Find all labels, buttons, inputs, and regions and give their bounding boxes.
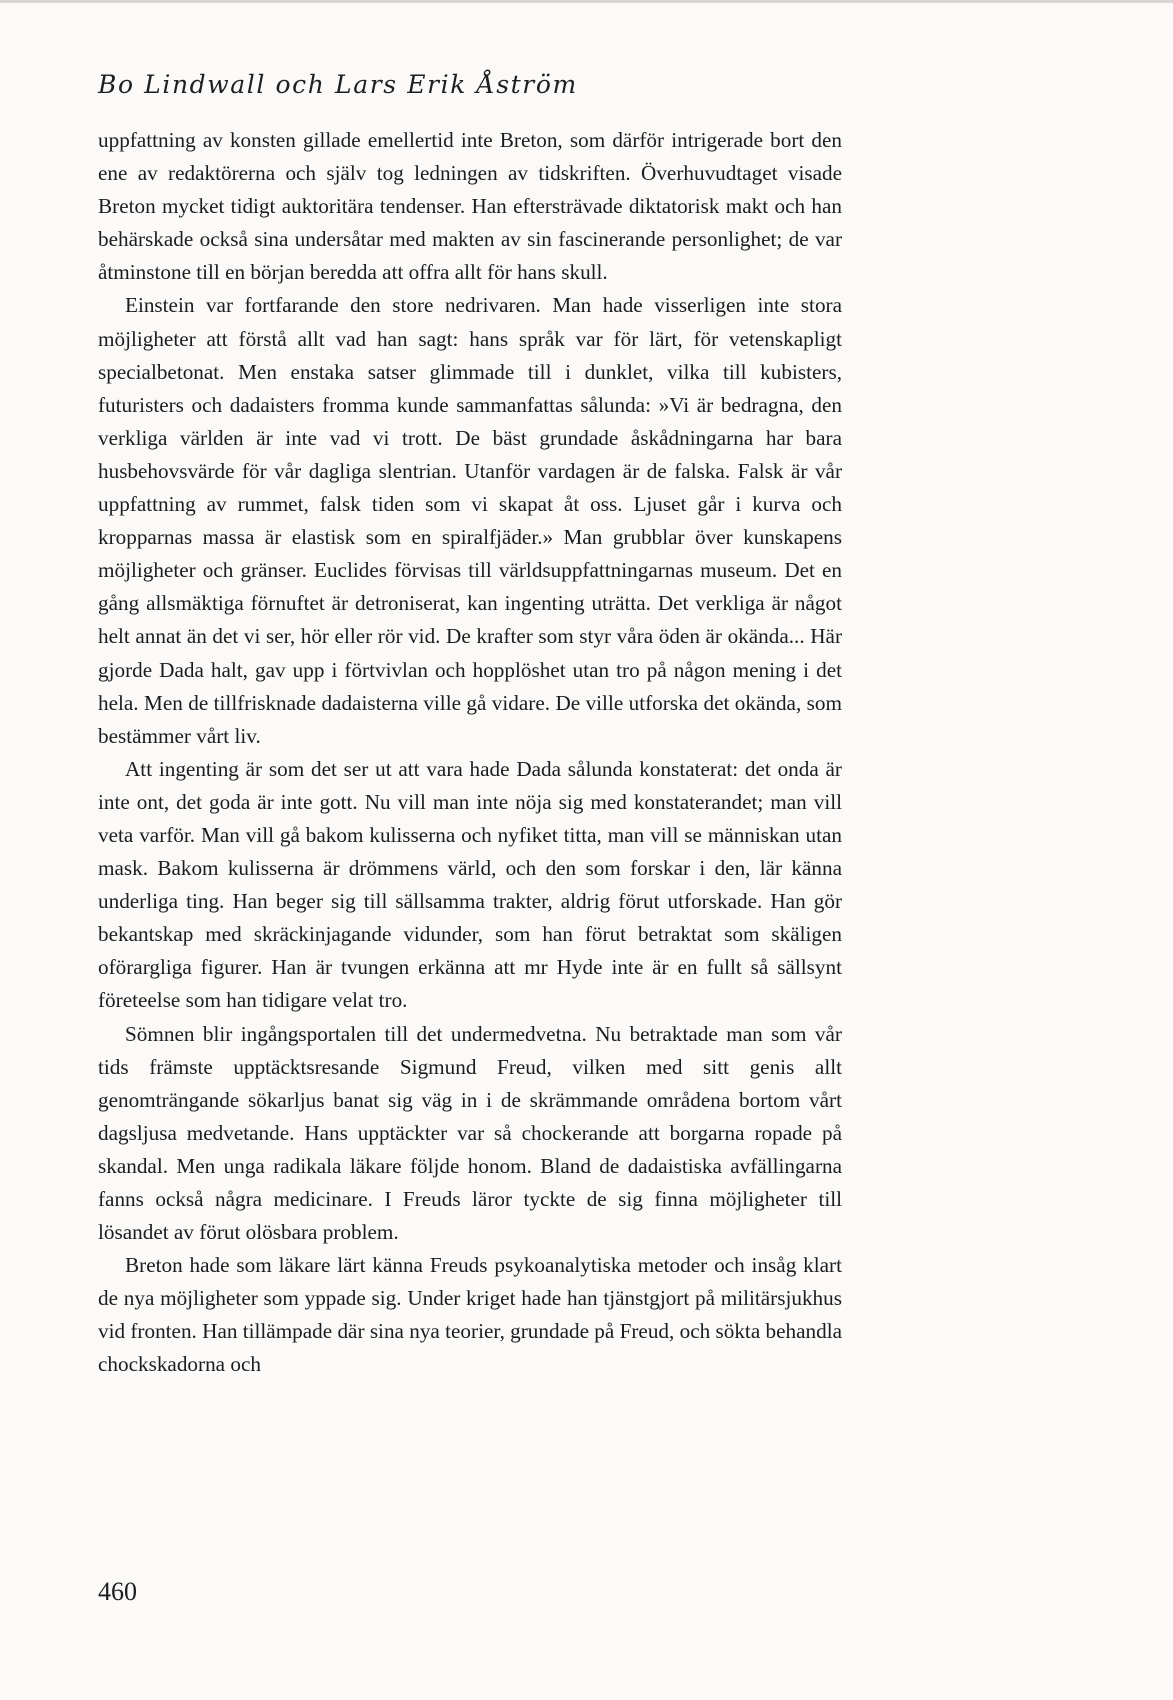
page-top-edge (0, 0, 1173, 3)
page-number: 460 (98, 1577, 137, 1606)
paragraph-2: Einstein var fortfarande den store nedrivaren. Man hade visserligen inte stora möjligheter att förstå allt vad han sagt: hans språk var för lärt, för vetenskapligt specialbetonat. Men enstaka satser glimmade till i dunklet, vilka till kubisters, futuristers och dadaisters fromma kunde sammanfattas sålunda: »Vi är bedragna, den verkliga världen är inte vad vi trott. De bäst grundade åskådningarna har bara husbehovsvärde för vår dagliga slentrian. Utanför vardagen är de falska. Falsk är vår uppfattning av rummet, falsk tiden som vi skapat åt oss. Ljuset går i kurva och kropparnas massa är elastisk som en spiralfjäder.» Man grubblar över kunskapens möjligheter och gränser. Euclides förvisas till världsuppfattningarnas museum. Det en gång allsmäktiga förnuftet är detroniserat, kan ingenting uträtta. Det verkliga är något helt annat än det vi ser, hör eller rör vid. De krafter som styr våra öden är okända... Här gjorde Dada halt, gav upp i förtvivlan och hopplöshet utan tro på någon mening i det hela. Men de tillfrisknade dadaisterna ville gå vidare. De ville utforska det okända, som bestämmer vårt liv. (98, 293, 842, 748)
paragraph-4: Sömnen blir ingångsportalen till det undermedvetna. Nu betraktade man som vår tids främste upptäcktsresande Sigmund Freud, vilken med sitt genis allt genomträngande sökarljus banat sig väg in i de skrämmande områdena bortom vårt dagsljusa medvetande. Hans upptäckter var så chockerande att borgarna ropade på skandal. Men unga radikala läkare följde honom. Bland de dadaistiska avfällingarna fanns också några medicinare. I Freuds läror tyckte de sig finna möjligheter till lösandet av förut olösbara problem. (98, 1021, 842, 1245)
paragraph-5: Breton hade som läkare lärt känna Freuds psykoanalytiska metoder och insåg klart de nya möjligheter som yppade sig. Under kriget hade han tjänstgjort på militärsjukhus vid fronten. Han tillämpade där sina nya teorier, grundade på Freud, och sökta behandla chockskadorna och (98, 1253, 842, 1377)
paragraph-3: Att ingenting är som det ser ut att vara hade Dada sålunda konstaterat: det onda är inte ont, det goda är inte gott. Nu vill man inte nöja sig med konstaterandet; man vill veta varför. Man vill gå bakom kulisserna och nyfiket titta, man vill se människan utan mask. Bakom kulisserna är drömmens värld, och den som forskar i den, lär känna underliga ting. Han beger sig till sällsamma trakter, aldrig förut utforskade. Han gör bekantskap med skräckinjagande vidunder, som han förut betraktat som skäligen oförargliga figurer. Han är tvungen erkänna att mr Hyde inte är en fullt så sällsynt företeelse som han tidigare velat tro. (98, 756, 842, 1013)
paragraph-1: uppfattning av konsten gillade emellertid inte Breton, som därför intrigerade bort den ene av redaktörerna och själv tog ledningen av tidskriften. Överhuvudtaget visade Breton mycket tidigt auktoritära tendenser. Han eftersträvade diktatorisk makt och han behärskade också sina undersåtar med makten av sin fascinerande personlighet; de var åtminstone till en början beredda att offra allt för hans skull. (98, 128, 842, 285)
body-text (98, 124, 842, 1382)
running-head: Bo Lindwall och Lars Erik Åström (98, 70, 578, 99)
